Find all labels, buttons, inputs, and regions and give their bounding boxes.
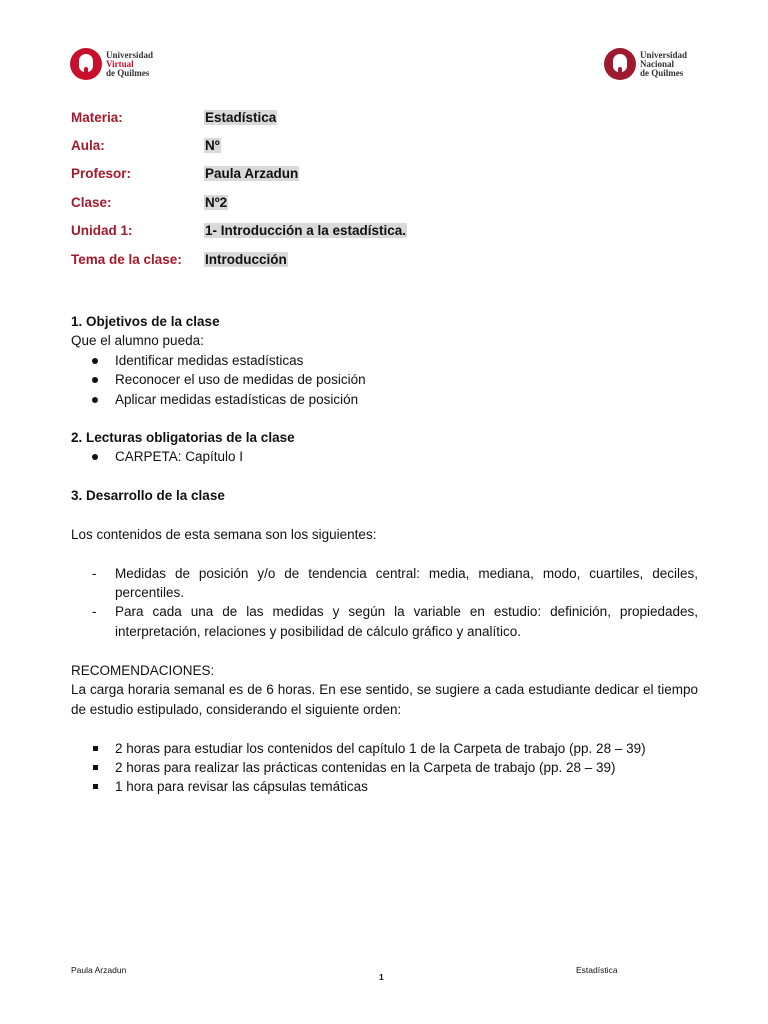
section-intro: Que el alumno pueda: (71, 333, 204, 349)
logo-right-line1: Universidad (640, 49, 688, 60)
uvq-seal-icon (70, 48, 102, 80)
section-heading-lecturas: 2. Lecturas obligatorias de la clase (71, 430, 295, 446)
logo-right-line3: de Quilmes (640, 67, 684, 78)
list-item: Identificar medidas estadísticas (71, 351, 698, 370)
info-row-unidad (71, 217, 407, 245)
class-info-table (71, 103, 407, 273)
info-row-clase (71, 188, 407, 216)
list-item: 1 hora para revisar las cápsulas temáticas (71, 777, 698, 796)
list-item: 2 horas para estudiar los contenidos del capítulo 1 de la Carpeta de trabajo (pp. 28 – 39) (71, 739, 698, 758)
logo-universidad-nacional-quilmes (604, 48, 687, 80)
info-row-aula (71, 131, 407, 159)
info-row-materia (71, 103, 407, 131)
list-item: 2 horas para realizar las prácticas contenidas en la Carpeta de trabajo (pp. 28 – 39) (71, 758, 698, 777)
logo-right-line2: Nacional (640, 58, 675, 69)
info-row-tema (71, 245, 407, 273)
contents-list (71, 564, 698, 642)
recommendations-text: La carga horaria semanal es de 6 horas. En ese sentido, se sugiere a cada estudiante dedicar el tiempo de estudio estipulado, considerando el siguiente orden: (71, 682, 698, 717)
section-heading-desarrollo: 3. Desarrollo de la clase (71, 487, 225, 503)
info-value: Nº (205, 138, 220, 154)
info-value: Paula Arzadun (205, 166, 299, 182)
info-value: Nº2 (205, 194, 228, 210)
document-body (71, 312, 698, 797)
list-item: Reconocer el uso de medidas de posición (71, 370, 698, 389)
list-item: - Para cada una de las medidas y según la variable en estudio: definición, propiedades, interpretación, relaciones y posibilidad de cálculo gráfico y analítico. (71, 602, 698, 641)
section-heading-objetivos: 1. Objetivos de la clase (71, 314, 220, 329)
info-label: Unidad 1: (71, 223, 133, 239)
uvq-logo-text (106, 51, 153, 78)
recommendations-heading: RECOMENDACIONES: (71, 662, 215, 678)
objectives-list (71, 351, 698, 409)
logo-universidad-virtual-quilmes (70, 48, 153, 80)
logo-left-line1: Universidad (106, 49, 154, 60)
info-value: Estadística (205, 109, 277, 125)
logo-left-line3: de Quilmes (106, 67, 150, 78)
footer-author: Paula Arzadun (71, 965, 127, 975)
info-row-profesor (71, 160, 407, 188)
section-intro: Los contenidos de esta semana son los siguientes: (71, 526, 377, 542)
info-value: Introducción (205, 251, 287, 267)
readings-list (71, 447, 698, 466)
unq-logo-text (640, 51, 687, 78)
info-label: Aula: (71, 138, 105, 154)
info-value: 1- Introducción a la estadística. (205, 223, 407, 239)
list-item: - Medidas de posición y/o de tendencia central: media, mediana, modo, cuartiles, deciles, percentiles. (71, 564, 698, 603)
info-label: Materia: (71, 109, 123, 125)
info-label: Profesor: (71, 166, 132, 182)
unq-seal-icon (604, 48, 636, 80)
recommendations-list (71, 739, 698, 797)
footer-subject: Estadística (576, 965, 618, 975)
list-item: Aplicar medidas estadísticas de posición (71, 390, 698, 409)
info-label: Clase: (71, 194, 112, 210)
logo-left-line2: Virtual (106, 58, 134, 69)
footer-page-number: 1 (379, 972, 384, 982)
list-item: CARPETA: Capítulo I (71, 447, 698, 466)
info-label: Tema de la clase: (71, 251, 182, 267)
